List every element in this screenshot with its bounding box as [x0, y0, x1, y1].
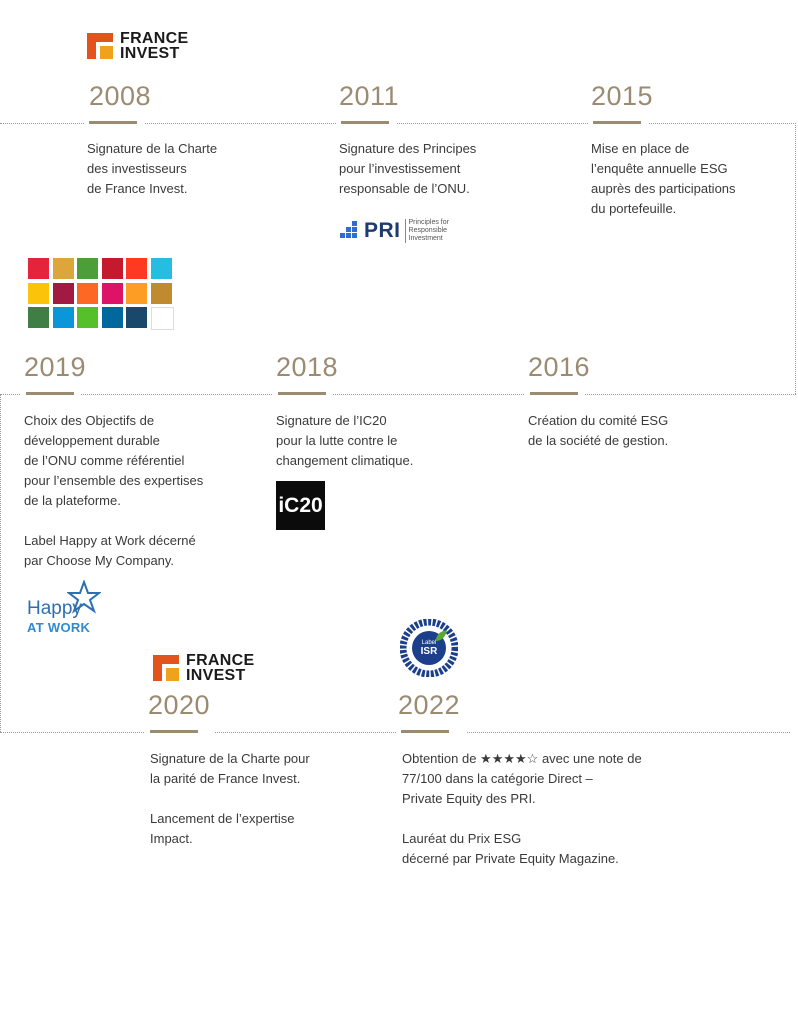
sdg-goal-11-icon [126, 283, 147, 304]
sdg-goal-15-icon [77, 307, 98, 328]
timeline-line-bottom [0, 732, 790, 733]
sdg-goal-10-icon [102, 283, 123, 304]
year-2019: 2019 [24, 352, 87, 382]
sdg-goal-5-icon [126, 258, 147, 279]
france-invest-wordmark: FRANCE INVEST [186, 652, 255, 684]
year-bar-2018 [278, 392, 326, 395]
year-bar-2019 [26, 392, 74, 395]
pri-bars-icon [340, 221, 360, 241]
sdg-goal-9-icon [77, 283, 98, 304]
year-2008: 2008 [89, 81, 152, 111]
entry-text-2008: Signature de la Charte des investisseurs de France Invest. [87, 141, 218, 196]
isr-label-text: Label [421, 639, 437, 646]
entry-text-2022: Obtention de ★★★★☆ avec une note de 77/100 dans la catégorie Direct – Private Equity des PRI. Lauréat du Prix ESG décerné par Private Equity Magazine. [402, 751, 642, 866]
pri-logo [340, 219, 449, 243]
leaf-icon [434, 629, 448, 643]
sdg-goal-6-icon [151, 258, 172, 279]
sdg-goal-7-icon [28, 283, 49, 304]
year-bar-2016 [530, 392, 578, 395]
france-invest-mark-icon [153, 655, 179, 681]
entry-text-2011: Signature des Principes pour l’investissement responsable de l’ONU. [339, 141, 477, 196]
sdg-goal-8-icon [53, 283, 74, 304]
pri-wordmark: PRI [364, 219, 401, 242]
sdg-icons-grid [28, 258, 172, 328]
year-bar-2015 [593, 121, 641, 124]
year-bar-2020 [150, 730, 198, 733]
entry-text-2019: Choix des Objectifs de développement durable de l’ONU comme référentiel pour l’ensemble des expertises de la plateforme. Label Happy at Work décerné par Choose My Company. [24, 413, 204, 568]
ic20-logo: iC20 [276, 481, 325, 530]
sdg-goal-3-icon [77, 258, 98, 279]
pri-subtitle: Principles for Responsible Investment [405, 219, 449, 243]
year-bar-2008 [89, 121, 137, 124]
sdg-goal-14-icon [53, 307, 74, 328]
entry-text-2015: Mise en place de l’enquête annuelle ESG auprès des participations du portefeuille. [591, 141, 736, 216]
france-invest-wordmark: FRANCE INVEST [120, 30, 189, 62]
isr-label-logo [400, 619, 458, 677]
year-2011: 2011 [339, 81, 400, 111]
entry-text-2018: Signature de l’IC20 pour la lutte contre le changement climatique. [276, 413, 414, 468]
sdg-goal-16-icon [102, 307, 123, 328]
happy-wordmark: Happy [27, 598, 82, 619]
france-invest-logo-top [87, 31, 188, 61]
year-2018: 2018 [276, 352, 339, 382]
entry-text-2016: Création du comité ESG de la société de gestion. [528, 413, 669, 448]
year-2016: 2016 [528, 352, 591, 382]
france-invest-logo-bottom [153, 653, 254, 683]
sdg-goal-2-icon [53, 258, 74, 279]
year-2015: 2015 [591, 81, 654, 111]
year-bar-2011 [341, 121, 389, 124]
sdg-goal-17-icon [126, 307, 147, 328]
timeline-line-middle [0, 394, 796, 395]
entry-text-2020: Signature de la Charte pour la parité de France Invest. Lancement de l’expertise Impact. [150, 751, 310, 846]
timeline-line-right [795, 123, 796, 394]
at-work-wordmark: AT WORK [27, 620, 91, 635]
sdg-goal-12-icon [151, 283, 172, 304]
france-invest-mark-icon [87, 33, 113, 59]
happy-at-work-logo [27, 580, 107, 640]
isr-big-text: ISR [420, 645, 438, 657]
year-2022: 2022 [398, 690, 461, 720]
sdg-goal-18-icon [151, 307, 174, 330]
sdg-goal-4-icon [102, 258, 123, 279]
timeline-line-left [0, 394, 1, 732]
sdg-goal-1-icon [28, 258, 49, 279]
year-bar-2022 [401, 730, 449, 733]
sdg-goal-13-icon [28, 307, 49, 328]
year-2020: 2020 [148, 690, 211, 720]
